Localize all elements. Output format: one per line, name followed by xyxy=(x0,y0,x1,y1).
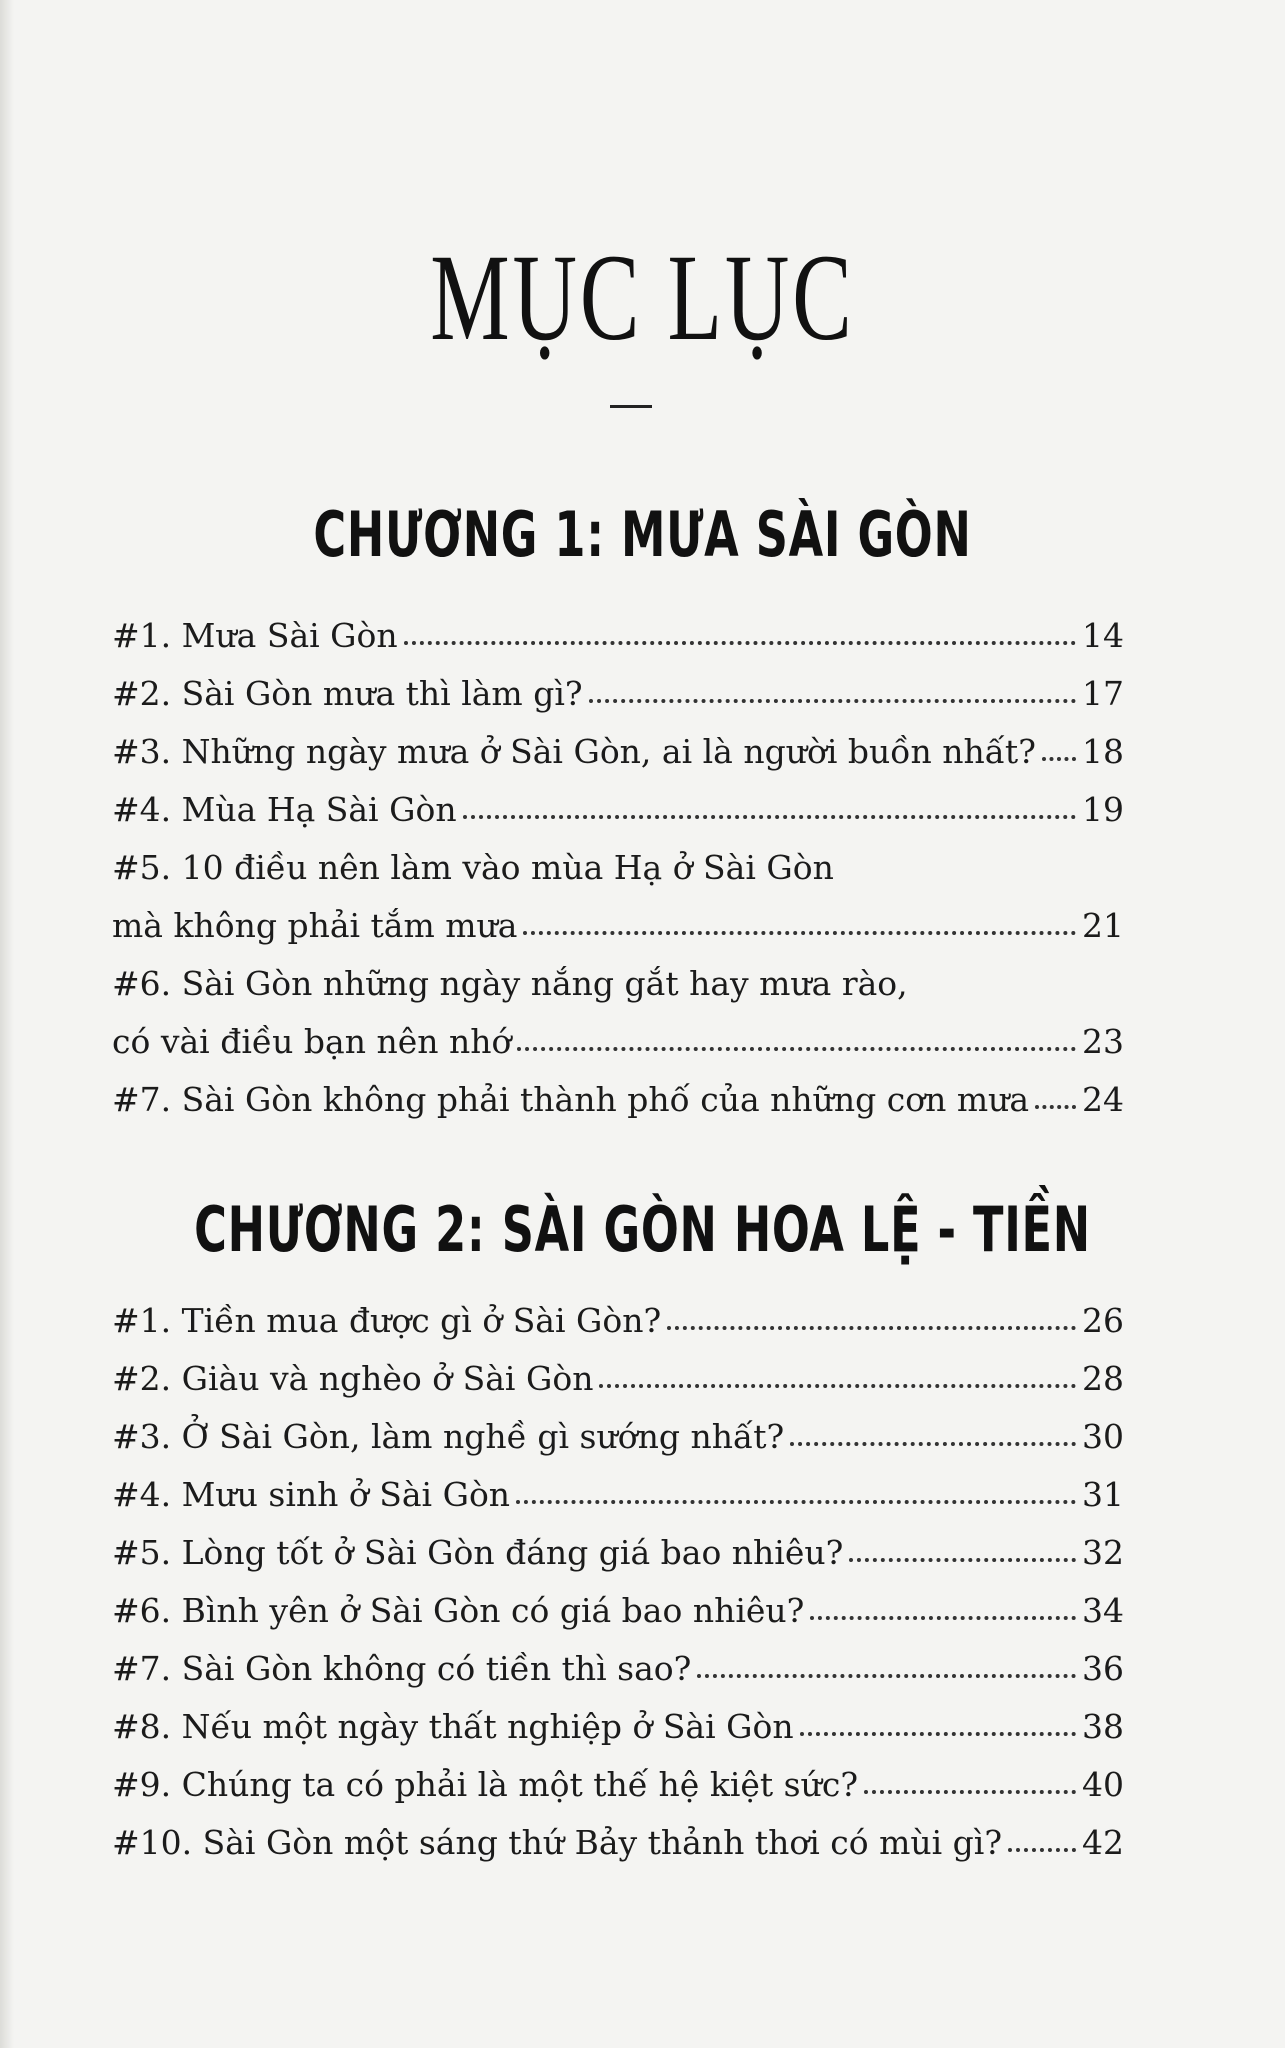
toc-entry[interactable] xyxy=(112,1013,1122,1071)
toc-entry-title: #4. Mùa Hạ Sài Gòn xyxy=(112,790,457,829)
toc-entry-title-line1[interactable]: #6. Sài Gòn những ngày nắng gắt hay mưa rào, xyxy=(112,964,908,1003)
toc-entry[interactable] xyxy=(112,1466,1122,1524)
toc-page-number: 14 xyxy=(1082,616,1124,655)
toc-entry-title: #10. Sài Gòn một sáng thứ Bảy thảnh thơi có mùi gì? xyxy=(112,1823,1003,1862)
toc-leader-dots xyxy=(790,1432,1076,1446)
toc-leader-dots xyxy=(1042,747,1076,761)
toc-entry-title: #8. Nếu một ngày thất nghiệp ở Sài Gòn xyxy=(112,1707,794,1746)
toc-leader-dots xyxy=(516,1490,1076,1504)
toc-entry[interactable] xyxy=(112,1524,1122,1582)
toc-entry-title: #6. Bình yên ở Sài Gòn có giá bao nhiêu? xyxy=(112,1591,805,1630)
toc-leader-dots xyxy=(599,1374,1076,1388)
toc-page-number: 17 xyxy=(1082,674,1124,713)
toc-entry-title: mà không phải tắm mưa xyxy=(112,906,518,945)
toc-entry[interactable] xyxy=(112,665,1122,723)
toc-page-number: 18 xyxy=(1082,732,1124,771)
toc-entry-title: #2. Sài Gòn mưa thì làm gì? xyxy=(112,674,583,713)
toc-leader-dots xyxy=(1008,1838,1076,1852)
toc-entry[interactable] xyxy=(112,1408,1122,1466)
toc-leader-dots xyxy=(800,1722,1076,1736)
toc-page-number: 36 xyxy=(1082,1649,1124,1688)
toc-page-number: 40 xyxy=(1082,1765,1124,1804)
toc-leader-dots xyxy=(849,1548,1076,1562)
page-title: MỤC LỤC xyxy=(430,229,855,366)
toc-entry-title: #4. Mưu sinh ở Sài Gòn xyxy=(112,1475,511,1514)
toc-entry-title: #7. Sài Gòn không có tiền thì sao? xyxy=(112,1649,692,1688)
toc-entry[interactable] xyxy=(112,1071,1122,1129)
toc-leader-dots xyxy=(463,805,1076,819)
toc-entry[interactable] xyxy=(112,1640,1122,1698)
toc-leader-dots xyxy=(697,1664,1076,1678)
toc-page-number: 38 xyxy=(1082,1707,1124,1746)
toc-entry-title: #1. Tiền mua được gì ở Sài Gòn? xyxy=(112,1301,662,1340)
toc-page-number: 28 xyxy=(1082,1359,1124,1398)
toc-entry[interactable] xyxy=(112,607,1122,665)
toc-entry[interactable] xyxy=(112,1582,1122,1640)
toc-page-number: 24 xyxy=(1082,1080,1124,1119)
toc-entry-title: #2. Giàu và nghèo ở Sài Gòn xyxy=(112,1359,594,1398)
page-edge-shadow xyxy=(0,0,14,2048)
toc-leader-dots xyxy=(1035,1095,1076,1109)
toc-entry[interactable] xyxy=(112,723,1122,781)
toc-entry-title: #7. Sài Gòn không phải thành phố của những cơn mưa xyxy=(112,1080,1030,1119)
toc-page-number: 42 xyxy=(1082,1823,1124,1862)
toc-page-number: 34 xyxy=(1082,1591,1124,1630)
toc-entry[interactable] xyxy=(112,1814,1122,1872)
toc-entry[interactable] xyxy=(112,781,1122,839)
toc-page-number: 23 xyxy=(1082,1022,1124,1061)
toc-entry-title-line1[interactable]: #5. 10 điều nên làm vào mùa Hạ ở Sài Gòn xyxy=(112,848,834,887)
toc-entry[interactable] xyxy=(112,1756,1122,1814)
toc-entry-title: #9. Chúng ta có phải là một thế hệ kiệt sức? xyxy=(112,1765,859,1804)
toc-leader-dots xyxy=(589,689,1076,703)
toc-page-number: 21 xyxy=(1082,906,1124,945)
toc-page-number: 30 xyxy=(1082,1417,1124,1456)
toc-leader-dots xyxy=(517,1037,1076,1051)
toc-entry[interactable] xyxy=(112,897,1122,955)
toc-leader-dots xyxy=(864,1780,1076,1794)
chapter-2-heading: CHƯƠNG 2: SÀI GÒN HOA LỆ - TIỀN xyxy=(194,1193,1091,1266)
toc-page-number: 19 xyxy=(1082,790,1124,829)
toc-page-number: 31 xyxy=(1082,1475,1124,1514)
toc-leader-dots xyxy=(667,1316,1076,1330)
toc-entry[interactable] xyxy=(112,1698,1122,1756)
toc-page-number: 26 xyxy=(1082,1301,1124,1340)
chapter-1-toc xyxy=(112,607,1122,1129)
toc-entry[interactable] xyxy=(112,1292,1122,1350)
toc-page-number: 32 xyxy=(1082,1533,1124,1572)
toc-entry-title: #3. Những ngày mưa ở Sài Gòn, ai là người buồn nhất? xyxy=(112,732,1036,771)
chapter-2-toc xyxy=(112,1292,1122,1872)
toc-leader-dots xyxy=(523,921,1076,935)
toc-entry-title: #1. Mưa Sài Gòn xyxy=(112,616,398,655)
toc-leader-dots xyxy=(810,1606,1076,1620)
chapter-1-heading: CHƯƠNG 1: MƯA SÀI GÒN xyxy=(313,498,972,571)
toc-leader-dots xyxy=(404,631,1076,645)
toc-entry-title: #3. Ở Sài Gòn, làm nghề gì sướng nhất? xyxy=(112,1417,785,1456)
toc-entry[interactable] xyxy=(112,1350,1122,1408)
title-divider xyxy=(610,405,652,408)
toc-entry-title: có vài điều bạn nên nhớ xyxy=(112,1022,512,1061)
toc-entry-title: #5. Lòng tốt ở Sài Gòn đáng giá bao nhiêu? xyxy=(112,1533,844,1572)
